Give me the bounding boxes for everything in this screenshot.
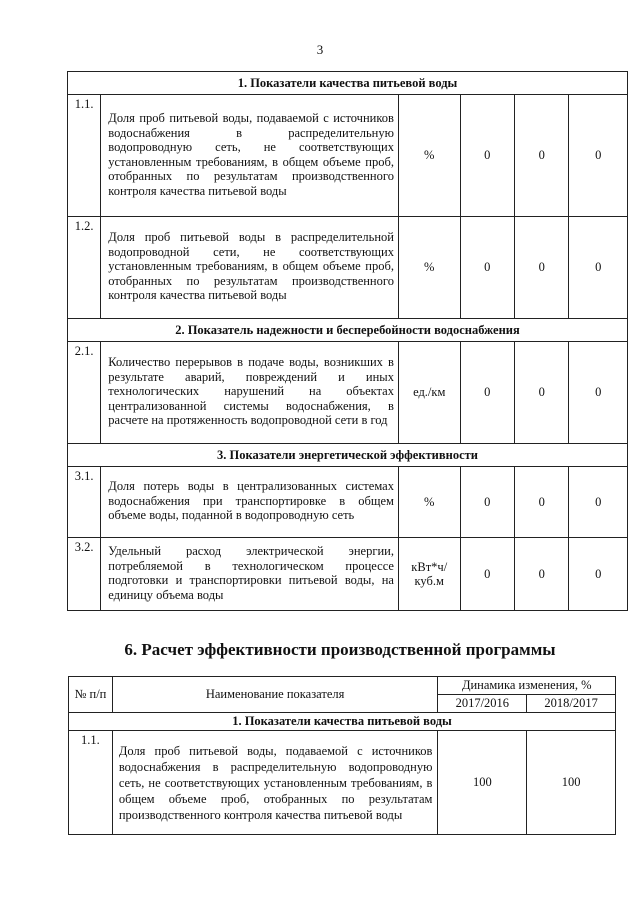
row-number: 2.1.	[68, 342, 101, 444]
section-header-row	[68, 319, 628, 342]
row-number: 3.1.	[68, 467, 101, 538]
value-cell: 0	[569, 538, 628, 611]
row-number: 1.1.	[68, 95, 101, 217]
unit-cell: %	[398, 217, 460, 319]
year-header: 2018/2017	[527, 695, 616, 713]
section-title: 1. Показатели качества питьевой воды	[68, 72, 628, 95]
row-number: 3.2.	[68, 538, 101, 611]
unit-cell: %	[398, 467, 460, 538]
indicator-name: Удельный расход электрической энергии, потребляемой в технологическом процессе подготовки и транспортировки питьевой воды, на единицу объема воды	[101, 538, 399, 611]
value-cell: 0	[514, 467, 568, 538]
value-cell: 0	[569, 342, 628, 444]
value-cell: 0	[460, 538, 514, 611]
indicator-name: Доля проб питьевой воды, подаваемой с источников водоснабжения в распределительную водопроводную сеть, не соответствующих установленным требованиям, в общем объеме проб, отобранных по результатам производственного контроля качества питьевой воды	[112, 731, 438, 835]
value-cell: 0	[569, 95, 628, 217]
table-row	[68, 538, 628, 611]
section-title: 1. Показатели качества питьевой воды	[69, 713, 616, 731]
name-header: Наименование показателя	[112, 677, 438, 713]
row-number: 1.2.	[68, 217, 101, 319]
page-number: 3	[316, 42, 324, 57]
unit-cell: кВт*ч/ куб.м	[398, 538, 460, 611]
indicator-name: Количество перерывов в подаче воды, возникших в результате аварий, повреждений и иных технологических нарушений на объектах централизованной системы водоснабжения, в расчете на протяженность водопроводной сети в год	[101, 342, 399, 444]
value-cell: 0	[569, 217, 628, 319]
row-number: 1.1.	[69, 731, 113, 835]
value-cell: 0	[514, 95, 568, 217]
table-row	[68, 95, 628, 217]
value-cell: 0	[514, 217, 568, 319]
section-heading: 6. Расчет эффективности производственной программы	[124, 640, 556, 659]
number-header: № п/п	[69, 677, 113, 713]
value-cell: 0	[460, 95, 514, 217]
table-row	[68, 217, 628, 319]
table-row	[69, 731, 616, 835]
value-cell: 0	[460, 467, 514, 538]
unit-cell: ед./км	[398, 342, 460, 444]
value-cell: 100	[527, 731, 616, 835]
value-cell: 0	[460, 217, 514, 319]
year-header: 2017/2016	[438, 695, 527, 713]
value-cell: 100	[438, 731, 527, 835]
indicator-name: Доля проб питьевой воды, подаваемой с источников водоснабжения в распределительную водопроводную сеть, не соответствующих установленным требованиям, в общем объеме проб, отобранных по результатам производственного контроля качества питьевой воды	[101, 95, 399, 217]
efficiency-table	[68, 676, 616, 835]
value-cell: 0	[569, 467, 628, 538]
indicator-name: Доля проб питьевой воды в распределительной водопроводной сети, не соответствующих установленным требованиям, в общем объеме проб, отобранных по результатам производственного контроля качества питьевой воды	[101, 217, 399, 319]
dynamics-header: Динамика изменения, %	[438, 677, 616, 695]
section-title: 2. Показатель надежности и бесперебойности водоснабжения	[68, 319, 628, 342]
header-row	[69, 677, 616, 695]
unit-cell: %	[398, 95, 460, 217]
table-row	[68, 467, 628, 538]
value-cell: 0	[514, 342, 568, 444]
value-cell: 0	[514, 538, 568, 611]
section-title: 3. Показатели энергетической эффективности	[68, 444, 628, 467]
value-cell: 0	[460, 342, 514, 444]
table-row	[68, 342, 628, 444]
indicators-table	[67, 71, 628, 611]
section-header-row	[68, 72, 628, 95]
section-header-row	[68, 444, 628, 467]
section-header-row	[69, 713, 616, 731]
indicator-name: Доля потерь воды в централизованных системах водоснабжения при транспортировке в общем объеме воды, поданной в водопроводную сеть	[101, 467, 399, 538]
